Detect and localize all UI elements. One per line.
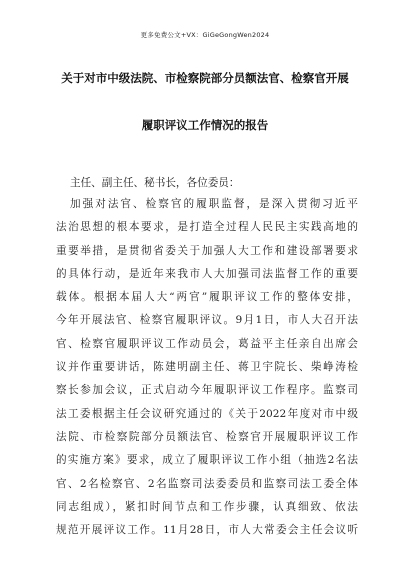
document-title-line-1: 关于对市中级法院、市检察院部分员额法官、检察官开展	[61, 71, 349, 85]
paragraph-line: 的实施方案》要求，成立了履职评议工作小组（抽选2名法	[56, 454, 358, 467]
paragraph-line: 法治思想的根本要求，是打造全过程人民民主实践高地的	[56, 221, 358, 234]
paragraph-line: 官、检察官履职评议工作动员会，葛益平主任亲自出席会	[56, 337, 358, 350]
salutation: 主任、副主任、秘书长，各位委员：	[70, 177, 240, 189]
paragraph-line: 重要举措，是贯彻省委关于加强人大工作和建设部署要求	[56, 244, 358, 257]
page-header-note: 更多免费公文+VX：GiGeGongWen2024	[140, 31, 270, 39]
paragraph-line: 的具体行动，是近年来我市人大加强司法监督工作的重要	[56, 267, 358, 280]
paragraph-line: 加强对法官、检察官的履职监督，是深入贯彻习近平	[70, 198, 358, 210]
paragraph-line: 法院、市检察院部分员额法官、检察官开展履职评议工作	[56, 430, 358, 443]
paragraph-line: 官、2名检察官、2名监察司法委委员和监察司法工委全体	[56, 477, 358, 490]
document-title-line-2: 履职评议工作情况的报告	[141, 118, 269, 132]
paragraph-line: 载体。根据本届人大“两官”履职评议工作的整体安排，	[56, 291, 358, 304]
paragraph-line: 同志组成），紧扣时间节点和工作步骤，认真细致、依法	[56, 500, 358, 513]
paragraph-line: 规范开展评议工作。11月28日，市人大常委会主任会议听	[56, 524, 358, 537]
body-paragraph	[56, 193, 358, 542]
paragraph-line: 议并作重要讲话，陈建明副主任、蒋卫宇院长、柴峥涛检	[56, 361, 358, 374]
paragraph-line: 今年开展法官、检察官履职评议。9月1日，市人大召开法	[56, 314, 358, 327]
paragraph-line: 察长参加会议，正式启动今年履职评议工作程序。监察司	[56, 384, 358, 397]
paragraph-line: 法工委根据主任会议研究通过的《关于2022年度对市中级	[56, 407, 358, 420]
